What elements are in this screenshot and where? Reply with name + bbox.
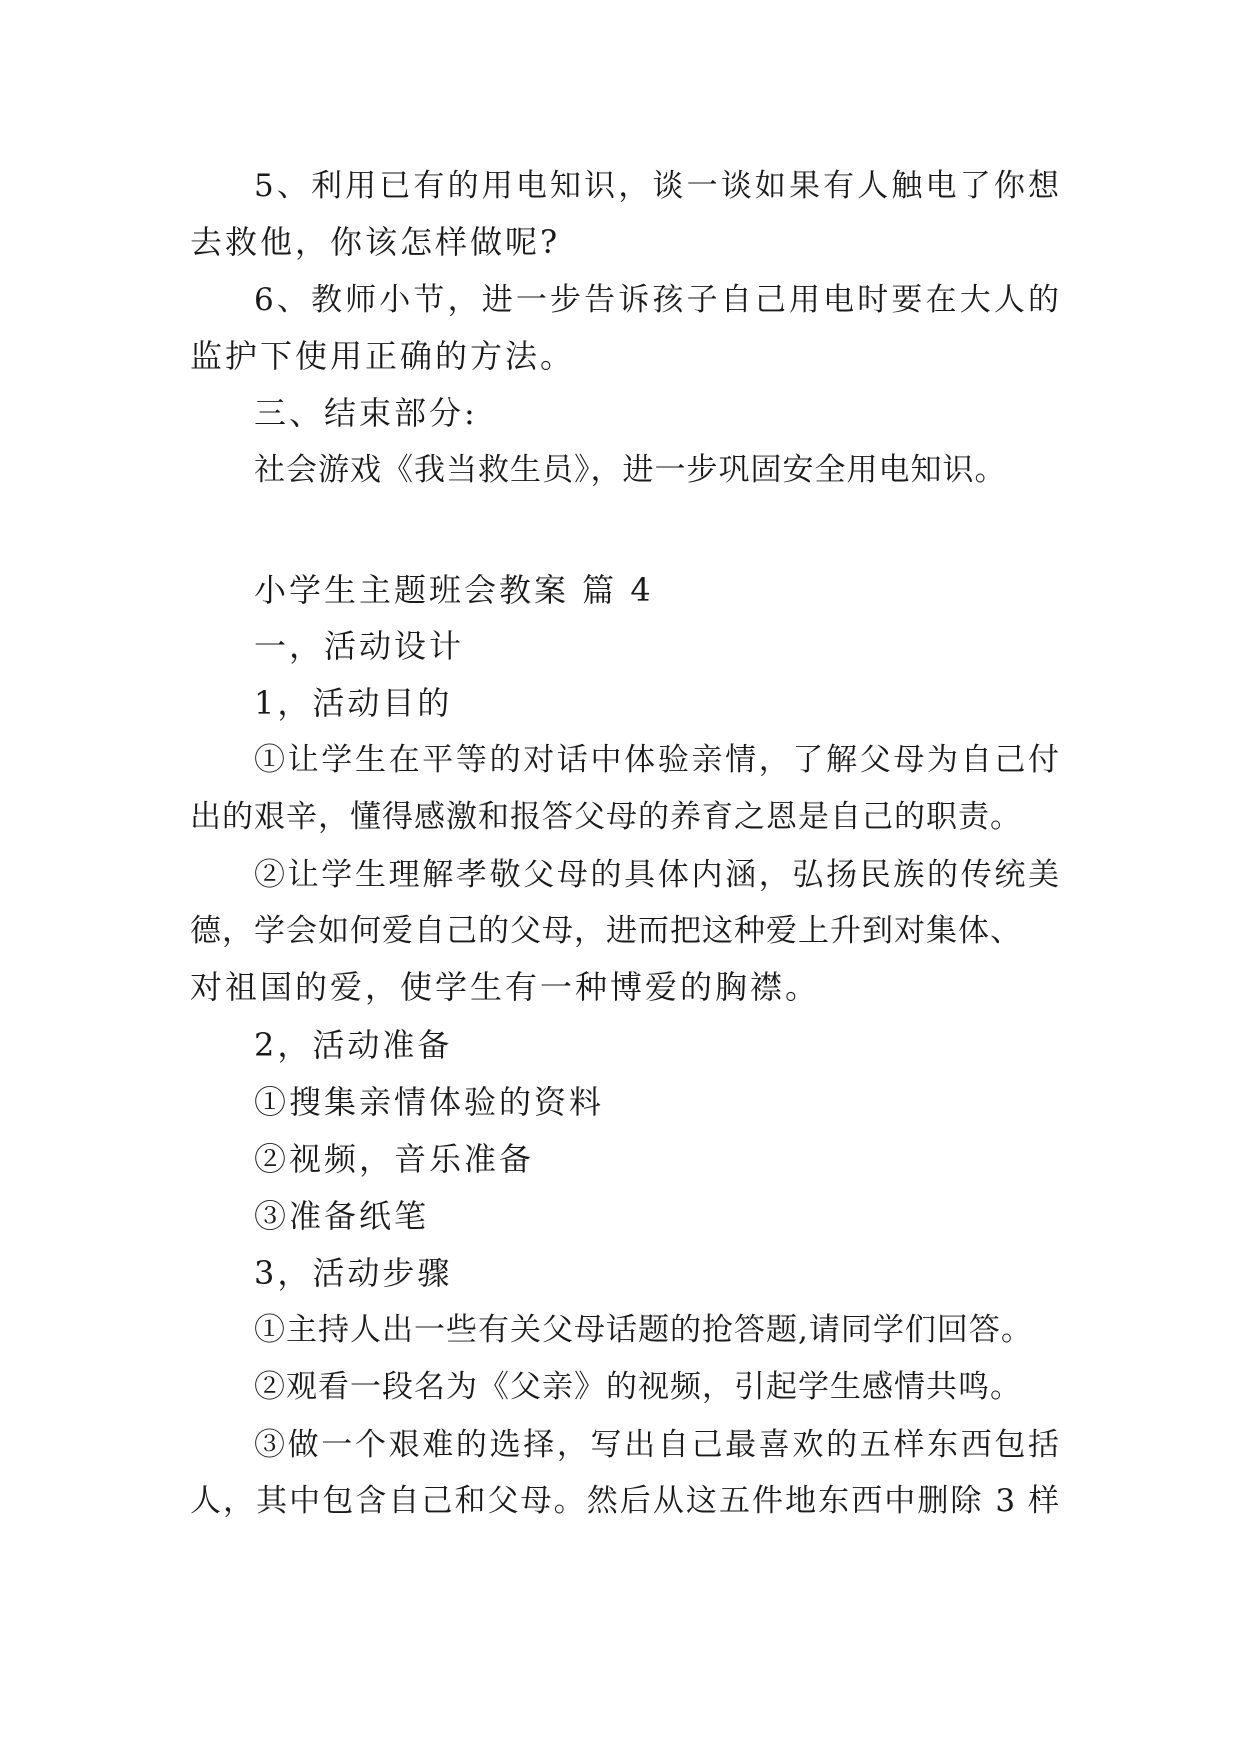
paragraph-line: 去救他，你该怎样做呢? <box>190 223 561 261</box>
list-item: ②视频，音乐准备 <box>254 1140 535 1178</box>
paragraph-line: 5、利用已有的用电知识，谈一谈如果有人触电了你想 <box>254 168 1060 204</box>
article-title: 小学生主题班会教案 篇 4 <box>254 571 654 609</box>
subsection-heading: 1，活动目的 <box>254 684 453 722</box>
paragraph-line: 监护下使用正确的方法。 <box>190 337 576 375</box>
section-heading: 三、结束部分: <box>254 394 478 432</box>
paragraph-line: 社会游戏《我当救生员》，进一步巩固安全用电知识。 <box>254 452 1007 488</box>
subsection-heading: 3，活动步骤 <box>254 1254 453 1292</box>
list-item: ①主持人出一些有关父母话题的抢答题,请同学们回答。 <box>254 1312 1033 1348</box>
subsection-heading: 2，活动准备 <box>254 1026 453 1064</box>
paragraph-line: ①让学生在平等的对话中体验亲情，了解父母为自己付 <box>254 742 1060 778</box>
paragraph-line: 出的艰辛，懂得感激和报答父母的养育之恩是自己的职责。 <box>190 799 1022 835</box>
list-item: ③做一个艰难的选择，写出自己最喜欢的五样东西包括 <box>254 1427 1060 1463</box>
paragraph-line: 人，其中包含自己和父母。然后从这五件地东西中删除 3 样 <box>190 1483 1060 1519</box>
paragraph-line: 对祖国的爱，使学生有一种博爱的胸襟。 <box>190 968 821 1006</box>
section-heading: 一，活动设计 <box>254 627 465 665</box>
list-item: ①搜集亲情体验的资料 <box>254 1083 605 1121</box>
paragraph-line: 6、教师小节，进一步告诉孩子自己用电时要在大人的 <box>254 282 1060 318</box>
list-item: ③准备纸笔 <box>254 1197 430 1235</box>
list-item: ②观看一段名为《父亲》的视频，引起学生感情共鸣。 <box>254 1369 1022 1405</box>
paragraph-line: ②让学生理解孝敬父母的具体内涵，弘扬民族的传统美 <box>254 857 1060 893</box>
paragraph-line: 德，学会如何爱自己的父母，进而把这种爱上升到对集体、 <box>190 913 1022 949</box>
